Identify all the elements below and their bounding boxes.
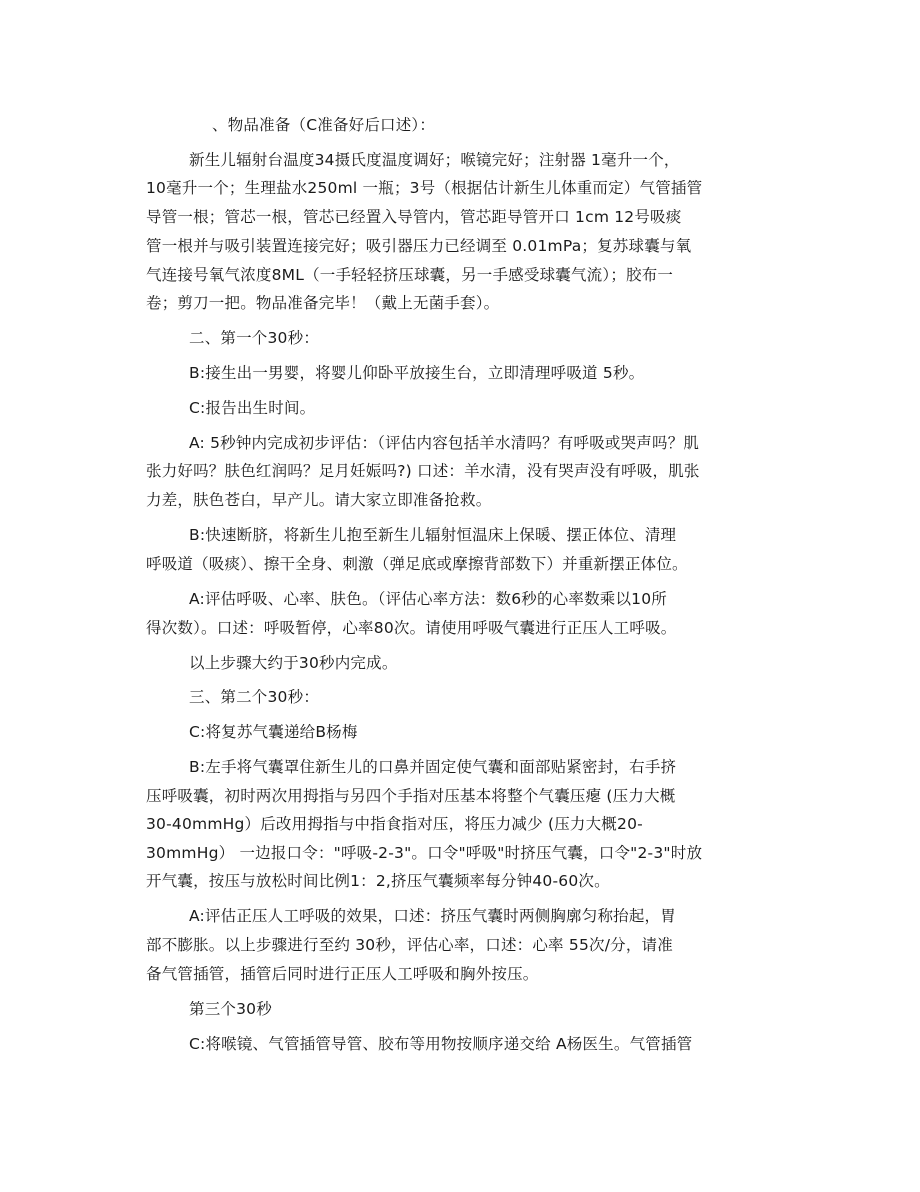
text-line: 新生儿辐射台温度34摄氏度温度调好；喉镜完好；注射器 1毫升一个，: [189, 151, 680, 169]
text-line: 30-40mmHg）后改用拇指与中指食指对压，将压力减少 (压力大概20-: [146, 815, 643, 833]
text-line: 卷；剪刀一把。物品准备完毕！（戴上无菌手套）。: [146, 294, 500, 312]
text-line: 力差，肤色苍白，早产儿。请大家立即准备抢救。: [146, 491, 492, 509]
text-line: C:将复苏气囊递给B杨梅: [189, 723, 358, 741]
text-line: C:将喉镜、气管插管导管、胶布等用物按顺序递交给 A杨医生。气管插管: [189, 1035, 693, 1053]
text-line: 气连接号氧气浓度8ML（一手轻轻挤压球囊，另一手感受球囊气流）；胶布一: [146, 266, 674, 284]
text-line: 管一根并与吸引装置连接完好；吸引器压力已经调至 0.01mPa；复苏球囊与氧: [146, 237, 692, 255]
text-line: B:左手将气囊罩住新生儿的口鼻并固定使气囊和面部贴紧密封，右手挤: [189, 758, 677, 776]
text-line: 得次数）。口述：呼吸暂停，心率80次。请使用呼吸气囊进行正压人工呼吸。: [146, 619, 677, 637]
text-line: 10毫升一个；生理盐水250ml 一瓶；3号（根据估计新生儿体重而定）气管插管: [146, 179, 703, 197]
section-heading-4: 第三个30秒: [189, 1000, 272, 1018]
text-line: C:报告出生时间。: [189, 399, 316, 417]
section-heading-3: 三、第二个30秒：: [189, 688, 320, 706]
text-line: 开气囊，按压与放松时间比例1：2,挤压气囊频率每分钟40-60次。: [146, 872, 610, 890]
text-line: 呼吸道（吸痰）、擦干全身、刺激（弹足底或摩擦背部数下）并重新摆正体位。: [146, 555, 688, 573]
text-line: 30mmHg） 一边报口令："呼吸-2-3"。口令"呼吸"时挤压气囊，口令"2-3"时放: [146, 844, 703, 862]
text-line: A: 5秒钟内完成初步评估：（评估内容包括羊水清吗？有呼吸或哭声吗？肌: [189, 434, 700, 452]
section-heading-1: 、物品准备（C准备好后口述）：: [212, 116, 436, 134]
text-line: 部不膨胀。以上步骤进行至约 30秒，评估心率，口述：心率 55次/分，请准: [146, 936, 673, 954]
text-line: A:评估呼吸、心率、肤色。（评估心率方法：数6秒的心率数乘以10所: [189, 590, 667, 608]
text-line: 导管一根；管芯一根，管芯已经置入导管内，管芯距导管开口 1cm 12号吸痰: [146, 208, 682, 226]
text-line: 张力好吗？肤色红润吗？足月妊娠吗?) 口述：羊水清，没有哭声没有呼吸，肌张: [146, 462, 700, 480]
text-line: B:快速断脐，将新生儿抱至新生儿辐射恒温床上保暖、摆正体位、清理: [189, 526, 677, 544]
text-line: 压呼吸囊，初时两次用拇指与另四个手指对压基本将整个气囊压瘪 (压力大概: [146, 787, 676, 805]
text-line: B:接生出一男婴，将婴儿仰卧平放接生台，立即清理呼吸道 5秒。: [189, 364, 645, 382]
section-heading-2: 二、第一个30秒：: [189, 329, 320, 347]
text-line: 备气管插管，插管后同时进行正压人工呼吸和胸外按压。: [146, 965, 539, 983]
text-line: A:评估正压人工呼吸的效果，口述：挤压气囊时两侧胸廓匀称抬起，胃: [189, 907, 676, 925]
text-line: 以上步骤大约于30秒内完成。: [189, 654, 398, 672]
